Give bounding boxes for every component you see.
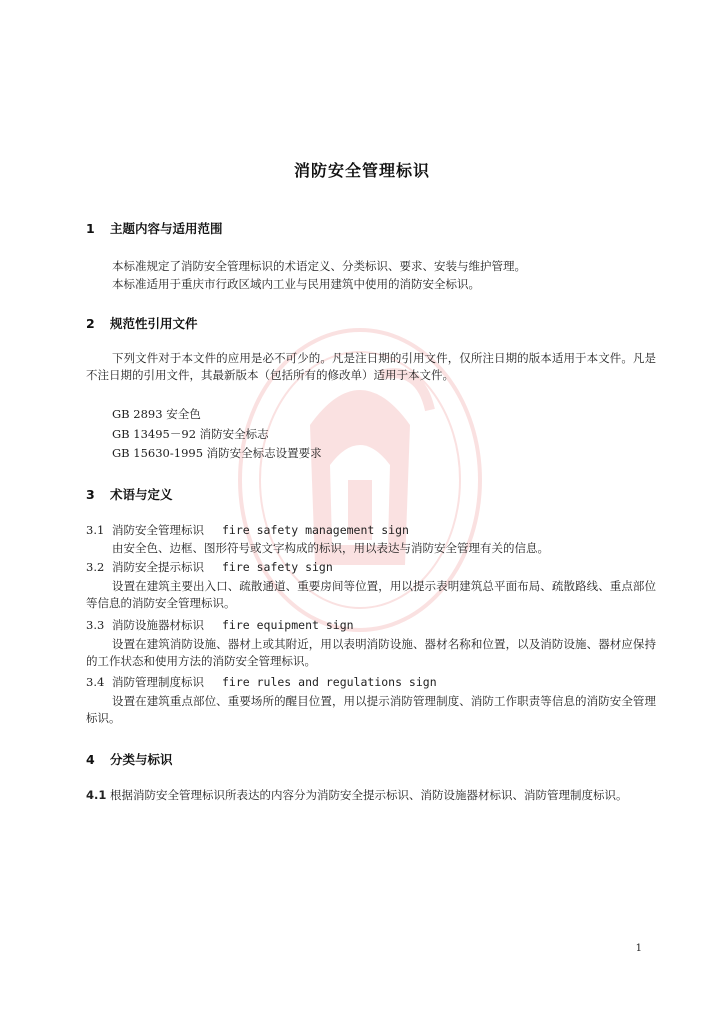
section-number: 2	[86, 316, 95, 331]
section-number: 4	[86, 752, 95, 767]
term-english: fire safety management sign	[222, 523, 409, 537]
term-heading	[86, 522, 409, 539]
term-english: fire equipment sign	[222, 618, 354, 632]
term-number: 3.4	[86, 675, 105, 689]
section-heading-1	[86, 219, 223, 237]
paragraph: 本标准适用于重庆市行政区域内工业与民用建筑中使用的消防安全标识。	[112, 277, 480, 291]
term-english: fire safety sign	[222, 560, 333, 574]
term-chinese: 消防安全提示标识	[112, 560, 204, 574]
term-chinese: 消防管理制度标识	[112, 675, 204, 689]
section-title: 分类与标识	[110, 752, 173, 767]
term-number: 3.3	[86, 618, 105, 632]
section-heading-2	[86, 314, 198, 332]
term-english: fire rules and regulations sign	[222, 675, 437, 689]
section-number: 1	[86, 221, 95, 236]
term-number: 3.1	[86, 523, 105, 537]
term-heading	[86, 559, 333, 576]
reference-item: GB 13495－92 消防安全标志	[112, 427, 269, 441]
section-number: 3	[86, 487, 95, 502]
term-chinese: 消防设施器材标识	[112, 618, 204, 632]
clause-number: 4.1	[86, 788, 107, 802]
section-title: 规范性引用文件	[110, 316, 198, 331]
term-heading	[86, 674, 437, 691]
section-heading-3	[86, 485, 173, 503]
section-title: 术语与定义	[110, 487, 173, 502]
clause-paragraph	[86, 787, 656, 804]
paragraph: 下列文件对于本文件的应用是必不可少的。凡是注日期的引用文件，仅所注日期的版本适用于本文件。凡是不注日期的引用文件，其最新版本（包括所有的修改单）适用于本文件。	[86, 351, 656, 382]
term-definition: 设置在建筑主要出入口、疏散通道、重要房间等位置，用以提示表明建筑总平面布局、疏散路线、重点部位等信息的消防安全管理标识。	[86, 579, 656, 610]
term-definition: 由安全色、边框、图形符号或文字构成的标识，用以表达与消防安全管理有关的信息。	[112, 541, 549, 555]
section-heading-4	[86, 750, 173, 768]
term-definition: 设置在建筑消防设施、器材上或其附近，用以表明消防设施、器材名称和位置，以及消防设施、器材应保持的工作状态和使用方法的消防安全管理标识。	[86, 637, 656, 668]
term-definition: 设置在建筑重点部位、重要场所的醒目位置，用以提示消防管理制度、消防工作职责等信息的消防安全管理标识。	[86, 694, 656, 725]
page-title: 消防安全管理标识	[293, 161, 430, 180]
term-number: 3.2	[86, 560, 105, 574]
section-title: 主题内容与适用范围	[110, 221, 223, 236]
paragraph: 本标准规定了消防安全管理标识的术语定义、分类标识、要求、安装与维护管理。	[112, 259, 526, 273]
reference-item: GB 2893 安全色	[112, 407, 201, 421]
clause-text: 根据消防安全管理标识所表达的内容分为消防安全提示标识、消防设施器材标识、消防管理制度标识。	[110, 788, 628, 802]
term-heading	[86, 617, 354, 634]
page-number: 1	[635, 943, 642, 954]
term-chinese: 消防安全管理标识	[112, 523, 204, 537]
reference-item: GB 15630-1995 消防安全标志设置要求	[112, 446, 322, 460]
